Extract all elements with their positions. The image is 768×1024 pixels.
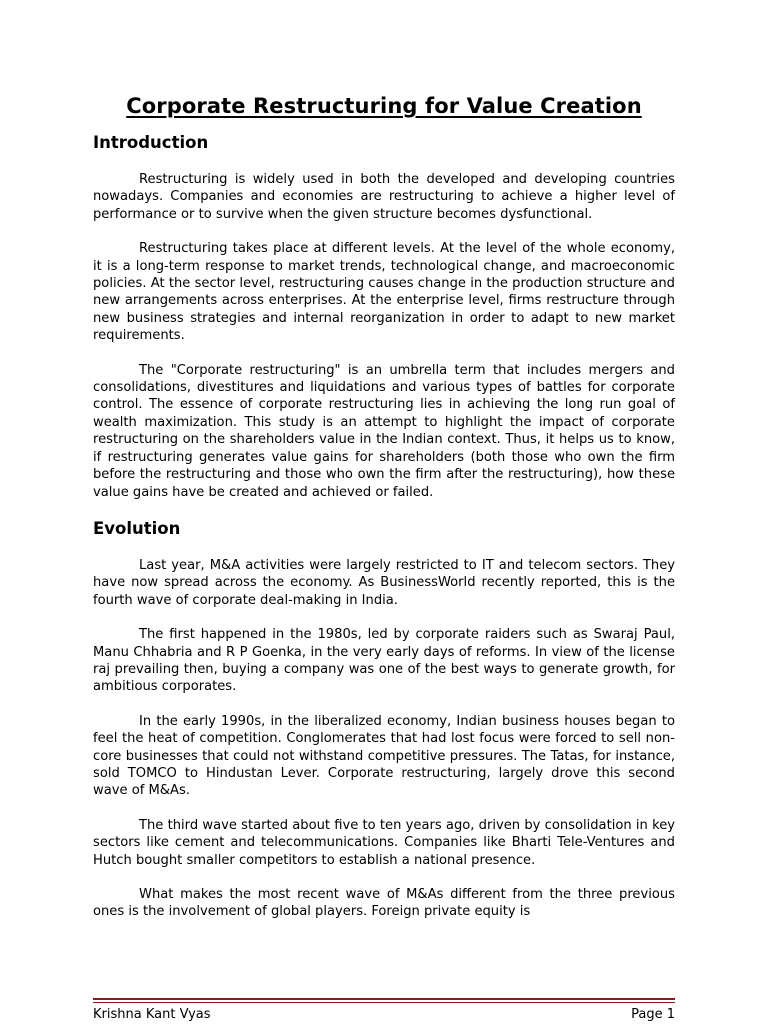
footer-rule-top bbox=[93, 998, 675, 1000]
page-footer bbox=[93, 1006, 675, 1024]
paragraph: The "Corporate restructuring" is an umbrella term that includes mergers and consolidations, divestitures and liquidations and various types of battles for corporate control. The essence of corporate restructuring lies in achieving the long run goal of wealth maximization. This study is an attempt to highlight the impact of corporate restructuring on the shareholders value in the Indian context. Thus, it helps us to know, if restructuring generates value gains for shareholders (both those who own the firm before the restructuring and those who own the firm after the restructuring), how these value gains have be created and achieved or failed. bbox=[93, 362, 675, 500]
document-title: Corporate Restructuring for Value Creation bbox=[126, 94, 642, 118]
paragraph: The third wave started about five to ten years ago, driven by consolidation in key sectors like cement and telecommunications. Companies like Bharti Tele-Ventures and Hutch bought smaller competitors to establish a national presence. bbox=[93, 817, 675, 868]
section-introduction bbox=[93, 132, 675, 501]
footer-author: Krishna Kant Vyas bbox=[93, 1007, 211, 1022]
paragraph: Restructuring takes place at different levels. At the level of the whole economy, it is a long-term response to market trends, technological change, and macroeconomic policies. At the sector level, restructuring causes change in the production structure and new arrangements across enterprises. At the enterprise level, firms restructure through new business strategies and internal reorganization in order to adapt to new market requirements. bbox=[93, 241, 675, 344]
paragraph: What makes the most recent wave of M&As different from the three previous ones is the involvement of global players. Foreign private equity is bbox=[93, 887, 675, 920]
footer-rule-bottom bbox=[93, 1002, 675, 1003]
paragraph: Last year, M&A activities were largely restricted to IT and telecom sectors. They have now spread across the economy. As BusinessWorld recently reported, this is the fourth wave of corporate deal-making in India. bbox=[93, 557, 675, 608]
paragraph: Restructuring is widely used in both the developed and developing countries nowadays. Companies and economies are restructuring to achieve a higher level of performance or to survive when the given structure becomes dysfunctional. bbox=[93, 172, 675, 222]
paragraph: In the early 1990s, in the liberalized economy, Indian business houses began to feel the heat of competition. Conglomerates that had lost focus were forced to sell non-core businesses that could not withstand competitive pressures. The Tatas, for instance, sold TOMCO to Hindustan Lever. Corporate restructuring, largely drove this second wave of M&As. bbox=[93, 713, 675, 799]
section-evolution bbox=[93, 518, 675, 921]
paragraph: The first happened in the 1980s, led by corporate raiders such as Swaraj Paul, Manu Chhabria and R P Goenka, in the very early days of reforms. In view of the license raj prevailing then, buying a company was one of the best ways to generate growth, for ambitious corporates. bbox=[93, 627, 675, 695]
footer-page-number: Page 1 bbox=[631, 1007, 675, 1022]
section-heading-introduction: Introduction bbox=[93, 133, 209, 152]
section-heading-evolution: Evolution bbox=[93, 518, 181, 538]
document-page bbox=[93, 94, 675, 938]
